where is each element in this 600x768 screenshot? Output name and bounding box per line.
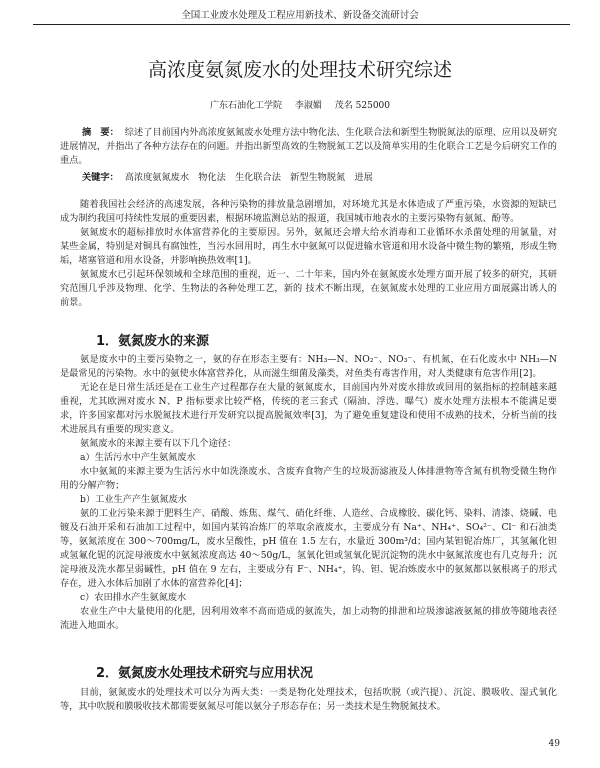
- abstract: [60, 126, 557, 168]
- section-1-paragraph: 水中氨氮的来源主要为生活污水中如洗涤废水、含废弃食物产生的垃圾沥滤液及人体排泄物等含氮有机物受微生物作用的分解产物；: [60, 466, 557, 491]
- intro-paragraph: 氨氮废水已引起环保领域和全球范围的重视，近一、二十年来，国内外在氨氮废水处理方面开展了较多的研究，其研究范围几乎涉及物理、化学、生物法的各种处理工艺，新的 技术不断出现，在氨氮废水处理的工业应用方面展露出诱人的前景。: [60, 269, 557, 308]
- section-1-paragraph: 氨是废水中的主要污染物之一，氨的存在形态主要有：NH₃—N、NO₂⁻、NO₃⁻、有机氮，在石化废水中 NH₃—N 是最常见的污染物。水中的氨使水体富营养化，从而滋生细菌及藻类，对鱼类有毒害作用，对人类健康有危害作用[2]。: [60, 354, 557, 379]
- abstract-text: 综述了目前国内外高浓度氨氮废水处理方法中物化法、生化联合法和新型生物脱氮法的原理、应用以及研究进展情况，并指出了各种方法存在的问题。并指出新型高效的生物脱氮工艺以及简单实用的生化联合工艺是今后研究工作的重点。: [60, 127, 558, 166]
- section-2-heading: 2．氨氮废水处理技术研究与应用状况: [96, 666, 314, 681]
- keywords: [60, 171, 557, 185]
- section-1-paragraph: 氨的工业污染来源于肥料生产、硝酸、炼焦、煤气、硝化纤维、人造丝、合成橡胶、碳化钙、染料、清漆、烧碱、电镀及石油开采和石油加工过程中，如国内某钨冶炼厂的萃取余液废水，主要成分有 Na⁺、NH₄⁺、SO₄²⁻、Cl⁻ 和石油类等，氨氮浓度在 300～700mg/L，废水呈酸性，pH 值在 1.5 左右，水量近 300m³/d；国内某钽铌冶炼厂，其氢氟化钽或氢氟化铌的沉淀母液废水中氨氮浓度高达 40～50g/L，氢氧化钽或氢氧化铌沉淀物的洗水中氨氮浓度也有几克每升；沉淀母液及洗水都呈弱碱性，pH 值在 9 左右，主要成分有 F⁻、NH₄⁺，钨、钽、铌冶炼废水中的氨氮都以氨根离子的形式存在，进入水体后加剧了水体的富营养化[4]；: [60, 508, 557, 589]
- section-1-subheading: b）工业生产产生氨氮废水: [80, 494, 187, 505]
- author-affiliation: [0, 100, 600, 112]
- section-2-body: [60, 686, 557, 714]
- intro-paragraph: 氨氮废水的超标排放时水体富营养化的主要原因。另外，氨氮还会增大给水消毒和工业循环水杀菌处理的用氯量，对某些金属，特别是对铜具有腐蚀性，当污水回用时，再生水中氨氮可以促进输水管道和用水设备中微生物的繁殖，形成生物垢，堵塞管道和用水设备，并影响换热效率[1]。: [60, 227, 557, 266]
- section-1-subheading: c）农田排水产生氨氮废水: [80, 592, 187, 603]
- author-name: 李淑媚: [294, 101, 322, 111]
- author-city: 茂名 525000: [334, 101, 390, 111]
- section-1-paragraph: 农业生产中大量使用的化肥，因利用效率不高而造成的氨流失，加上动物的排泄和垃圾渗滤液氨氮的排放等随地表径流进入地面水。: [60, 606, 557, 631]
- institute-name: 广东石油化工学院: [210, 101, 283, 111]
- keywords-text: 高浓度氨氮废水 物化法 生化联合法 新型生物脱氮 进展: [124, 172, 373, 183]
- introduction: [60, 198, 557, 310]
- keywords-label: 关键字：: [82, 172, 119, 183]
- section-2-paragraph: 目前，氨氮废水的处理技术可以分为两大类：一类是物化处理技术，包括吹脱（或汽提）、沉淀、膜吸收、湿式氧化等，其中吹脱和膜吸收技术都需要氨氮尽可能以氨分子形态存在；另一类技术是生物脱氮技术。: [60, 687, 557, 712]
- section-1-body: [60, 353, 557, 633]
- running-header: 全国工业废水处理及工程应用新技术、新设备交流研讨会: [181, 10, 419, 21]
- intro-paragraph: 随着我国社会经济的高速发展，各种污染物的排放量急剧增加，对环境尤其是水体造成了严重污染，水资源的短缺已成为制约我国可持续性发展的重要因素，根据环境监测总站的报道，我国城市地表水的主要污染物有氨氮、酚等。: [60, 199, 557, 224]
- section-1-paragraph: 无论在是日常生活还是在工业生产过程都存在大量的氨氮废水，目前国内外对废水排放或回用的氨指标的控制越来越重视，尤其欧洲对废水 N、P 指标要求比较严格，传统的老三套式（隔油、浮选、曝气）废水处理方法根本不能满足要求，许多国家都对污水脱氮技术进行开发研究以提高脱氮效率[3]，为了避免重复建设和使用不成熟的技术，分析当前的技术进展具有重要的现实意义。: [60, 382, 557, 435]
- section-1-heading: 1．氨氮废水的来源: [96, 334, 210, 349]
- header-rule: [33, 24, 570, 25]
- section-1-subheading: a）生活污水中产生氨氮废水: [80, 452, 196, 463]
- paper-title: 高浓度氨氮废水的处理技术研究综述: [147, 59, 452, 81]
- section-1-paragraph: 氨氮废水的来源主要有以下几个途径：: [80, 438, 237, 449]
- page-number: 49: [548, 739, 560, 749]
- abstract-label: 摘 要：: [82, 127, 119, 138]
